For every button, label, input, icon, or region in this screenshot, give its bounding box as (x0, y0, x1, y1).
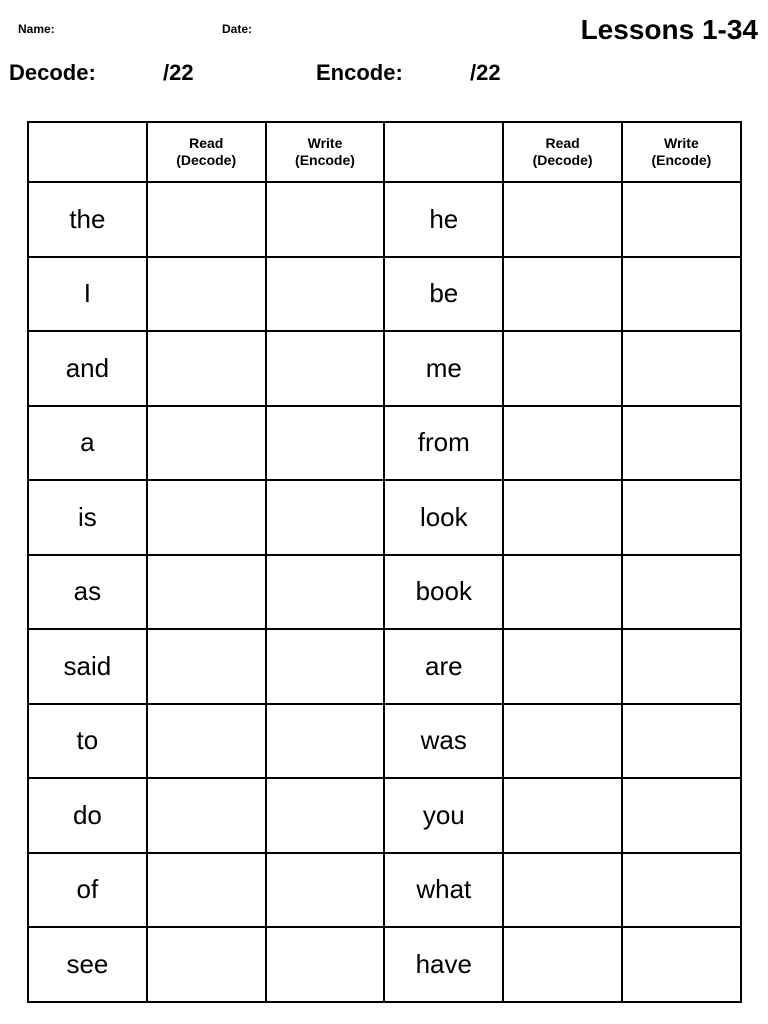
header-word-col-left (28, 122, 147, 182)
header-line-2: (Decode) (532, 152, 593, 168)
write-encode-cell[interactable] (266, 480, 385, 555)
word-cell-left: to (28, 704, 147, 779)
read-decode-cell[interactable] (503, 555, 622, 630)
write-encode-cell[interactable] (622, 480, 741, 555)
word-table (27, 121, 742, 1003)
word-cell-left: the (28, 182, 147, 257)
write-encode-cell[interactable] (622, 927, 741, 1002)
read-decode-cell[interactable] (503, 182, 622, 257)
read-decode-cell[interactable] (503, 927, 622, 1002)
read-decode-cell[interactable] (147, 555, 266, 630)
encode-score-label: Encode: (316, 60, 403, 85)
read-decode-cell[interactable] (503, 629, 622, 704)
write-encode-cell[interactable] (266, 778, 385, 853)
header-line-2: (Encode) (295, 152, 355, 168)
write-encode-cell[interactable] (622, 331, 741, 406)
header-line-1: Read (189, 135, 224, 152)
name-label: Name: (18, 22, 55, 36)
table-row (28, 704, 741, 779)
word-cell-right: are (384, 629, 503, 704)
write-encode-cell[interactable] (266, 257, 385, 332)
write-encode-cell[interactable] (266, 331, 385, 406)
table-row (28, 480, 741, 555)
word-cell-right: me (384, 331, 503, 406)
header-line-1: Read (545, 135, 580, 152)
read-decode-cell[interactable] (147, 778, 266, 853)
word-cell-left: and (28, 331, 147, 406)
word-cell-left: as (28, 555, 147, 630)
read-decode-cell[interactable] (147, 853, 266, 928)
read-decode-cell[interactable] (503, 778, 622, 853)
write-encode-cell[interactable] (622, 182, 741, 257)
read-decode-cell[interactable] (147, 182, 266, 257)
word-cell-right: look (384, 480, 503, 555)
write-encode-cell[interactable] (622, 853, 741, 928)
write-encode-cell[interactable] (622, 629, 741, 704)
table-row (28, 331, 741, 406)
read-decode-cell[interactable] (147, 629, 266, 704)
header-read-decode-left (147, 122, 266, 182)
header-word-col-right (384, 122, 503, 182)
read-decode-cell[interactable] (503, 406, 622, 481)
word-cell-right: be (384, 257, 503, 332)
decode-score-label: Decode: (9, 60, 96, 85)
header-line-1: Write (307, 135, 343, 152)
read-decode-cell[interactable] (147, 257, 266, 332)
header-read-decode-right (503, 122, 622, 182)
read-decode-cell[interactable] (147, 406, 266, 481)
write-encode-cell[interactable] (266, 853, 385, 928)
word-cell-right: book (384, 555, 503, 630)
word-cell-left: said (28, 629, 147, 704)
write-encode-cell[interactable] (266, 555, 385, 630)
encode-score-total: /22 (470, 60, 501, 85)
table-row (28, 406, 741, 481)
read-decode-cell[interactable] (147, 704, 266, 779)
word-cell-left: see (28, 927, 147, 1002)
word-cell-left: I (28, 257, 147, 332)
word-cell-right: you (384, 778, 503, 853)
table-row (28, 629, 741, 704)
header-line-2: (Encode) (651, 152, 712, 168)
write-encode-cell[interactable] (266, 182, 385, 257)
table-row (28, 257, 741, 332)
header-write-encode-right (622, 122, 741, 182)
decode-score-total: /22 (163, 60, 194, 85)
write-encode-cell[interactable] (622, 704, 741, 779)
table-row (28, 555, 741, 630)
header-write-encode-left (266, 122, 385, 182)
write-encode-cell[interactable] (266, 629, 385, 704)
write-encode-cell[interactable] (622, 555, 741, 630)
table-row (28, 927, 741, 1002)
page-title: Lessons 1-34 (580, 14, 758, 45)
read-decode-cell[interactable] (147, 927, 266, 1002)
word-cell-right: have (384, 927, 503, 1002)
word-cell-left: do (28, 778, 147, 853)
read-decode-cell[interactable] (503, 704, 622, 779)
write-encode-cell[interactable] (266, 406, 385, 481)
write-encode-cell[interactable] (266, 927, 385, 1002)
table-row (28, 853, 741, 928)
word-cell-left: a (28, 406, 147, 481)
word-cell-right: he (384, 182, 503, 257)
read-decode-cell[interactable] (503, 257, 622, 332)
read-decode-cell[interactable] (503, 480, 622, 555)
header-line-2: (Decode) (176, 152, 237, 168)
read-decode-cell[interactable] (503, 853, 622, 928)
header-line-1: Write (664, 135, 699, 152)
word-cell-left: of (28, 853, 147, 928)
word-cell-right: from (384, 406, 503, 481)
write-encode-cell[interactable] (622, 257, 741, 332)
read-decode-cell[interactable] (503, 331, 622, 406)
word-cell-left: is (28, 480, 147, 555)
write-encode-cell[interactable] (622, 778, 741, 853)
table-header-row (28, 122, 741, 182)
write-encode-cell[interactable] (266, 704, 385, 779)
table-row (28, 182, 741, 257)
read-decode-cell[interactable] (147, 480, 266, 555)
table-row (28, 778, 741, 853)
word-cell-right: what (384, 853, 503, 928)
date-label: Date: (222, 22, 253, 36)
word-cell-right: was (384, 704, 503, 779)
write-encode-cell[interactable] (622, 406, 741, 481)
read-decode-cell[interactable] (147, 331, 266, 406)
